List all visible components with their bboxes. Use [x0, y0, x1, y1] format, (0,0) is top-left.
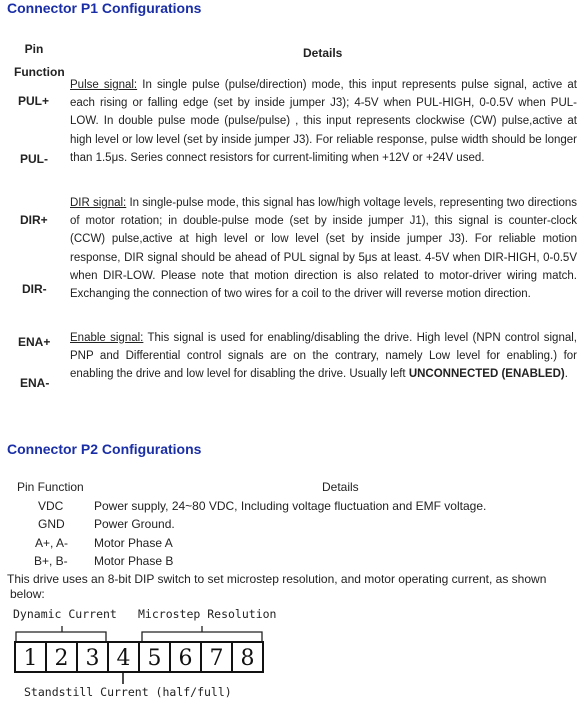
- p2-header-details: Details: [322, 480, 359, 494]
- microstep-bracket: [142, 626, 262, 642]
- dynamic-bracket: [16, 626, 106, 642]
- dip-label-dynamic: Dynamic Current: [13, 607, 117, 621]
- dip-switch-3: 3: [85, 646, 100, 671]
- p2-pin-vdc: VDC: [38, 499, 64, 513]
- dip-switch-7: 7: [209, 646, 224, 671]
- dir-description: [70, 194, 577, 303]
- p2-header-pin: Pin Function: [17, 480, 84, 494]
- pin-pul-minus: PUL-: [20, 152, 48, 166]
- p2-title: Connector P2 Configurations: [7, 441, 202, 457]
- dip-intro-line2: below:: [10, 587, 45, 601]
- p1-title: Connector P1 Configurations: [7, 0, 202, 16]
- pin-dir-minus: DIR-: [22, 282, 47, 296]
- dip-intro: [7, 572, 577, 602]
- p2-detail-vdc: Power supply, 24~80 VDC, Including voltage fluctuation and EMF voltage.: [94, 499, 487, 513]
- pin-ena-plus: ENA+: [18, 335, 51, 349]
- p2-detail-gnd: Power Ground.: [94, 517, 175, 531]
- p1-header-details: Details: [303, 46, 343, 60]
- ena-label: Enable signal:: [70, 332, 144, 344]
- pul-text: In single pulse (pulse/direction) mode, this input represents pulse signal, active at each rising or falling edge (set by inside jumper J3); 4-5V when PUL-HIGH, 0-0.5V when PUL-LOW. In double pulse mode (pulse/pulse) , this input represents clockwise (CW) pulse,active at high level or low level (set by inside jumper J3). For reliable response, pulse width should be longer than 1.5μs. Series connect resistors for current-limiting when +12V or +24V used.: [70, 79, 577, 164]
- pin-dir-plus: DIR+: [20, 213, 48, 227]
- pin-ena-minus: ENA-: [20, 376, 50, 390]
- p2-pin-b: B+, B-: [34, 554, 68, 568]
- dir-text: In single-pulse mode, this signal has low/high voltage levels, representing two directions of motor rotation; in double-pulse mode (set by inside jumper J1), this signal is counter-clock (CCW) pulse,active at high level or low level (set by inside jumper J3). For reliable motion response, DIR signal should be ahead of PUL signal by 5μs at least. 4-5V when DIR-HIGH, 0-0.5V when DIR-LOW. Please note that motion direction is also related to motor-driver wiring match. Exchanging the connection of two wires for a coil to the driver will reverse motion direction.: [70, 197, 577, 301]
- p1-header-pin-line1: Pin: [24, 42, 44, 56]
- dip-switch-5: 5: [147, 646, 162, 671]
- p1-header-pin: [14, 38, 65, 84]
- dip-switch-6: 6: [178, 646, 193, 671]
- p2-detail-a: Motor Phase A: [94, 536, 173, 550]
- dip-label-microstep: Microstep Resolution: [138, 607, 277, 621]
- ena-description: [70, 329, 577, 384]
- ena-tail: .: [564, 368, 568, 381]
- p1-header-pin-line2: Function: [14, 65, 65, 79]
- dip-label-standstill: Standstill Current (half/full): [24, 685, 232, 699]
- p2-pin-gnd: GND: [38, 517, 65, 531]
- ena-unconnected: UNCONNECTED (ENABLED): [408, 368, 565, 381]
- pul-label: Pulse signal:: [70, 79, 138, 91]
- dip-switch-1: 1: [23, 646, 38, 671]
- dip-switch-8: 8: [240, 646, 255, 671]
- dir-label: DIR signal:: [70, 197, 127, 209]
- p2-detail-b: Motor Phase B: [94, 554, 174, 568]
- dip-intro-line1: This drive uses an 8-bit DIP switch to set microstep resolution, and motor operating current, as shown: [7, 572, 547, 586]
- dip-switch-diagram: [0, 620, 300, 706]
- dip-switch-2: 2: [54, 646, 69, 671]
- dip-switch-4: 4: [116, 646, 131, 671]
- ena-text: This signal is used for enabling/disabling the drive. High level (NPN control signal, PNP and Differential control signals are on the contrary, namely Low level for enabling.) for enabling the drive and low level for disabling the drive. Usually left: [70, 332, 577, 381]
- p2-pin-a: A+, A-: [35, 536, 69, 550]
- pul-description: [70, 76, 577, 167]
- pin-pul-plus: PUL+: [18, 94, 50, 108]
